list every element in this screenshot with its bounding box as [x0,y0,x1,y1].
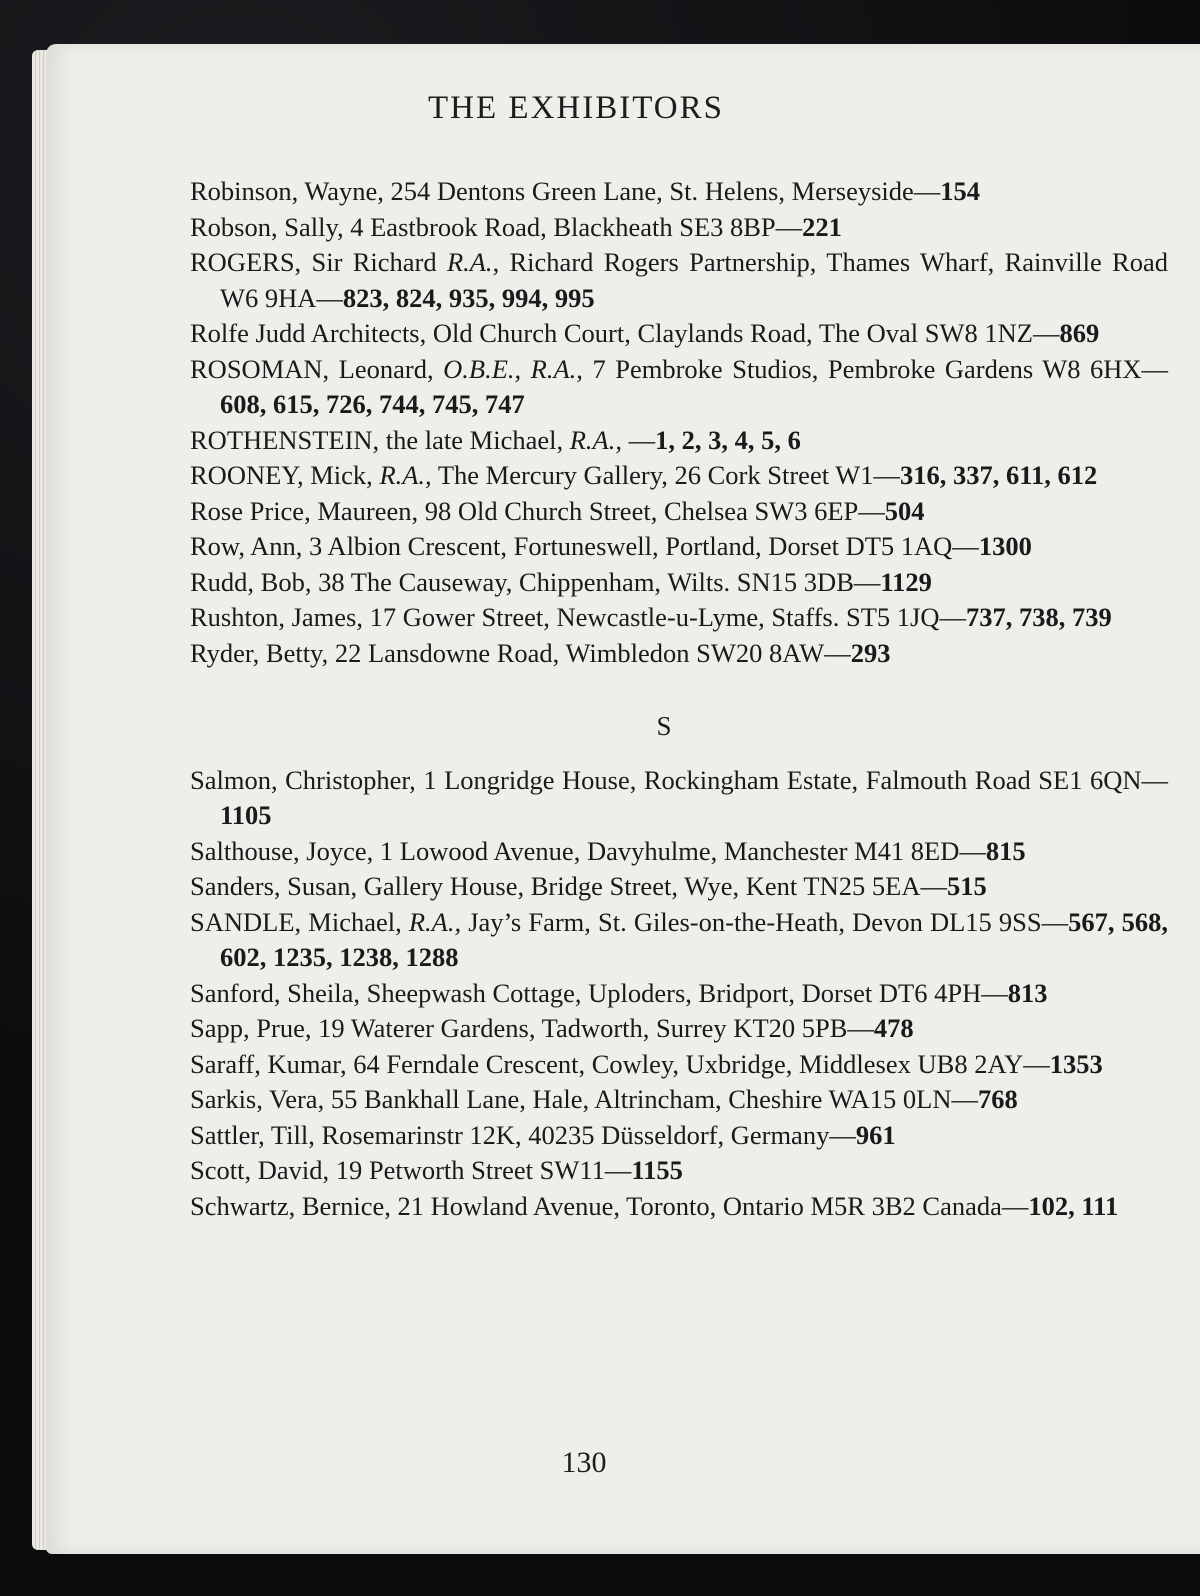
exhibit-numbers: 515 [946,871,987,901]
exhibitor-name-address: Robson, Sally, 4 Eastbrook Road, Blackheath SE3 8BP— [190,211,803,242]
exhibit-numbers: 1353 [1049,1048,1103,1079]
exhibitor-honour: R.A. [446,247,493,277]
exhibitor-entry [190,1153,1168,1189]
exhibit-numbers: 567, 568, 602, 1235, 1238, 1288 [220,906,1168,972]
exhibitor-entry [190,210,1168,246]
exhibitor-entry [190,529,1168,565]
exhibitor-entry [190,834,1168,870]
exhibitor-name-address: Scott, David, 19 Petworth Street SW11— [190,1155,632,1185]
exhibitor-name-address: Salmon, Christopher, 1 Longridge House, Rockingham Estate, Falmouth Road SE1 6QN— [190,764,1168,795]
exhibit-numbers: 316, 337, 611, 612 [899,460,1098,490]
exhibit-numbers: 504 [884,495,925,526]
exhibitor-entry [190,905,1168,976]
exhibitor-honour: R.A., [569,424,622,455]
exhibitor-name-address: Saraff, Kumar, 64 Ferndale Crescent, Cowley, Uxbridge, Middlesex UB8 2AY— [190,1048,1050,1079]
exhibitor-name-address: Sattler, Till, Rosemarinstr 12K, 40235 Düsseldorf, Germany— [190,1119,856,1150]
section-letter: S [656,711,672,741]
exhibitor-entry [190,316,1168,352]
exhibitor-entry [190,565,1168,601]
exhibit-numbers: 1300 [978,531,1032,561]
exhibitor-entry [190,423,1168,459]
exhibitor-entry [190,352,1168,423]
exhibit-numbers: 1105 [220,800,272,830]
exhibitor-name-address: Ryder, Betty, 22 Lansdowne Road, Wimbledon SW20 8AW— [190,637,851,668]
exhibitor-address: Jay’s Farm, St. Giles-on-the-Heath, Devon DL15 9SS— [461,906,1069,937]
exhibit-numbers: 823, 824, 935, 994, 995 [342,282,595,313]
exhibitor-list [190,174,1168,1224]
exhibitor-entry [190,763,1168,834]
exhibitor-address: 7 Pembroke Studios, Pembroke Gardens W8 6HX— [582,353,1169,384]
exhibitor-name-address: Rushton, James, 17 Gower Street, Newcastle-u-Lyme, Staffs. ST5 1JQ— [190,602,966,632]
exhibitor-name-address: SANDLE, Michael, [190,906,409,937]
exhibitor-name-address: Rolfe Judd Architects, Old Church Court, Claylands Road, The Oval SW8 1NZ— [190,318,1060,348]
exhibitor-group-s [190,763,1168,1225]
exhibit-numbers: 768 [977,1084,1018,1114]
exhibit-numbers: 1129 [880,566,932,597]
exhibit-numbers: 102, 111 [1028,1190,1119,1221]
exhibitor-name-address: Sarkis, Vera, 55 Bankhall Lane, Hale, Altrincham, Cheshire WA15 0LN— [190,1084,978,1114]
exhibit-numbers: 221 [802,211,842,242]
exhibitor-name-address: Salthouse, Joyce, 1 Lowood Avenue, Davyhulme, Manchester M41 8ED— [190,835,986,866]
exhibit-numbers: 961 [855,1119,896,1150]
exhibitor-name-address: Rudd, Bob, 38 The Causeway, Chippenham, Wilts. SN15 3DB— [190,566,881,597]
exhibitor-entry [190,1118,1168,1154]
exhibitor-name-address: Sapp, Prue, 19 Waterer Gardens, Tadworth, Surrey KT20 5PB— [190,1013,874,1043]
exhibit-numbers: 154 [940,176,981,206]
exhibitor-name-address: ROSOMAN, Leonard, [190,353,444,384]
exhibit-numbers: 478 [873,1013,914,1043]
exhibitor-address: , Richard Rogers Partnership, Thames Wharf, Rainville Road W6 9HA— [220,247,1168,313]
exhibitor-entry [190,1189,1168,1225]
exhibitor-name-address: ROGERS, Sir Richard [190,247,447,277]
exhibitor-entry [190,1011,1168,1047]
exhibitor-entry [190,245,1168,316]
exhibit-numbers: 608, 615, 726, 744, 745, 747 [220,389,525,419]
exhibitor-name-address: Sanders, Susan, Gallery House, Bridge Street, Wye, Kent TN25 5EA— [190,871,947,901]
exhibit-numbers: 293 [850,637,891,668]
exhibit-numbers: 869 [1059,318,1100,348]
exhibitor-honour: O.B.E., R.A., [443,353,583,384]
exhibit-numbers: 737, 738, 739 [966,602,1112,632]
exhibit-numbers: 1155 [631,1155,683,1185]
exhibitor-name-address: Robinson, Wayne, 254 Dentons Green Lane, St. Helens, Merseyside— [190,176,941,206]
exhibitor-entry [190,976,1168,1012]
exhibitor-name-address: Schwartz, Bernice, 21 Howland Avenue, Toronto, Ontario M5R 3B2 Canada— [190,1190,1029,1221]
exhibitor-name-address: Sanford, Sheila, Sheepwash Cottage, Uploders, Bridport, Dorset DT6 4PH— [190,977,1008,1008]
exhibitor-name-address: Rose Price, Maureen, 98 Old Church Street, Chelsea SW3 6EP— [190,495,885,526]
exhibitor-honour: R.A., [379,460,432,490]
exhibitor-entry [190,869,1168,905]
exhibitor-name-address: Row, Ann, 3 Albion Crescent, Fortuneswell, Portland, Dorset DT5 1AQ— [190,531,979,561]
exhibitor-name-address: ROONEY, Mick, [190,460,380,490]
exhibitor-honour: R.A., [408,906,462,937]
exhibit-numbers: 813 [1007,977,1048,1008]
exhibitor-entry [190,174,1168,210]
exhibitor-group-r [190,174,1168,671]
exhibit-numbers: 815 [985,835,1026,866]
exhibitor-entry [190,1047,1168,1083]
exhibitor-entry [190,494,1168,530]
page-title: THE EXHIBITORS [428,90,724,126]
exhibitor-address: The Mercury Gallery, 26 Cork Street W1— [431,460,900,490]
exhibitor-entry [190,600,1168,636]
exhibitor-address: — [621,424,656,455]
exhibit-numbers: 1, 2, 3, 4, 5, 6 [655,424,801,455]
exhibitor-entry [190,636,1168,672]
page-number: 130 [561,1446,607,1479]
exhibitor-entry [190,1082,1168,1118]
exhibitor-entry [190,458,1168,494]
exhibitor-name-address: ROTHENSTEIN, the late Michael, [190,424,570,455]
